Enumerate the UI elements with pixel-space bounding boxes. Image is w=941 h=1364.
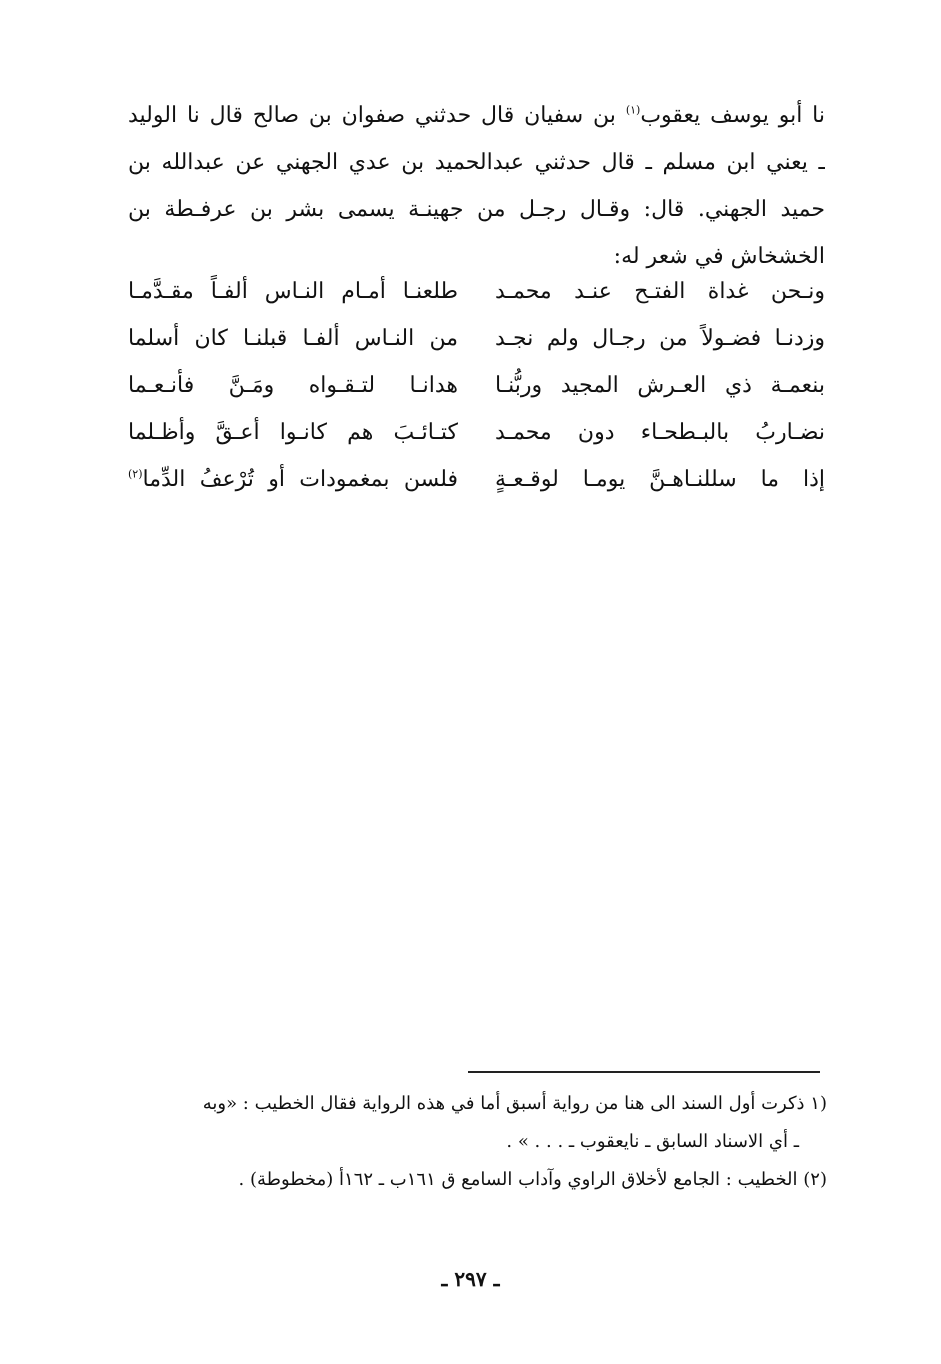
hemistich-second: هدانـا لتـقـواه ومَـنَّ فأنـعـما [128, 373, 458, 398]
verse [128, 315, 825, 362]
prose-line: حميد الجهني. قال: وقـال رجـل من جهينـة يسمى بشر بن عرفـطة بن [128, 197, 825, 222]
hemistich-gap [458, 362, 495, 409]
footnote-divider [468, 1071, 820, 1073]
verse [128, 362, 825, 409]
prose-line: ـ يعني ابن مسلم ـ قال حدثني عبدالحميد بن عدي الجهني عن عبدالله بن [128, 150, 825, 175]
verse [128, 409, 825, 456]
prose-line [128, 92, 825, 139]
footnote-line: ـ أي الاسناد السابق ـ نايعقوب ـ . . . » . [506, 1131, 799, 1152]
footnote-line: (١ ذكرت أول السند الى هنا من رواية أسبق أما في هذه الرواية فقال الخطيب : «وبه [202, 1093, 827, 1114]
hemistich-first: بنعمـة ذي العـرش المجيد وربُّنـا [495, 373, 825, 398]
hemistich-second: كتـائـبَ هم كانـوا أعـقَّ وأظـلما [128, 420, 458, 445]
prose-paragraph [128, 92, 825, 280]
verse [128, 268, 825, 315]
hemistich-gap [458, 315, 495, 362]
hemistich-first: وزدنـا فضـولاً من رجـال ولم نجـد [495, 326, 825, 351]
poem [128, 268, 825, 503]
hemistich-first: ونـحن غداة الفتـح عنـد محمـد [495, 279, 825, 304]
hemistich-gap [458, 409, 495, 456]
hemistich-text: فلسن بمغمودات أو تُرْعفُ الدِّما [142, 467, 458, 492]
hemistich-second [128, 456, 458, 503]
hemistich-first: نضـاربُ بالبـطحـاء دون محمـد [495, 420, 825, 445]
footnotes [110, 1085, 827, 1199]
page-number: ـ ٢٩٧ ـ [441, 1267, 500, 1291]
hemistich-second: من النـاس ألفـا قبلنـا كان أسلما [128, 326, 458, 351]
verse [128, 456, 825, 503]
hemistich-second: طلعنـا أمـام النـاس ألفـاً مقـدَّمـا [128, 279, 458, 304]
hemistich-first: إذا ما سللنـاهـنَّ يومـا لوقـعـةٍ [495, 467, 825, 492]
prose-text: نا أبو يوسف يعقوب [640, 103, 825, 128]
footnote-marker: (١) [625, 103, 641, 117]
prose-line: الخشخاش في شعر له: [613, 244, 825, 269]
prose-text: بن سفيان قال حدثني صفوان بن صالح قال نا الوليد [128, 103, 626, 128]
footnote-line: (٢) الخطيب : الجامع لأخلاق الراوي وآداب السامع ق ١٦١ب ـ ١٦٢أ (مخطوطة) . [238, 1169, 827, 1190]
footnote-marker: (٢) [128, 467, 143, 481]
hemistich-gap [458, 268, 495, 315]
hemistich-gap [458, 456, 495, 503]
